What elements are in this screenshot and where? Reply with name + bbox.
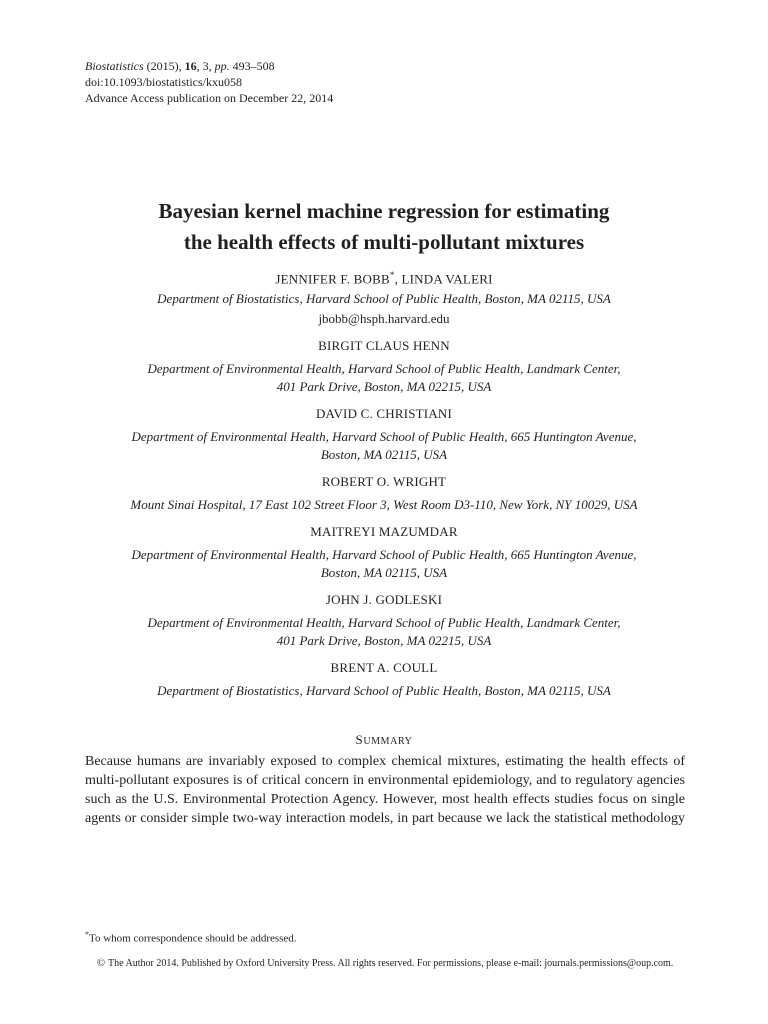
journal-header (85, 58, 333, 106)
affiliation-line: Department of Environmental Health, Harvard School of Public Health, 665 Huntington Avenue, (131, 429, 637, 444)
journal-issue: , 3, (196, 59, 212, 73)
paper-title (40, 196, 728, 258)
author-block (40, 267, 728, 328)
doi-line: doi:10.1093/biostatistics/kxu058 (85, 75, 243, 89)
author-name: JOHN J. GODLESKI (325, 592, 443, 607)
author-block (40, 523, 728, 582)
author-block (40, 405, 728, 464)
correspondence-footnote: *To whom correspondence should be addressed. (85, 930, 297, 945)
affiliation-line: Department of Environmental Health, Harvard School of Public Health, Landmark Center, (147, 615, 621, 630)
journal-year: (2015), (146, 59, 182, 73)
author-name: DAVID C. CHRISTIANI (315, 406, 453, 421)
summary-line: Because humans are invariably exposed to complex chemical mixtures, estimating the health effects of (85, 754, 685, 769)
author-block (40, 337, 728, 396)
author-name: ROBERT O. WRIGHT (321, 474, 447, 489)
copyright-icon: © (96, 957, 106, 969)
affiliation-line: 401 Park Drive, Boston, MA 02215, USA (276, 633, 492, 648)
author-affiliation (40, 290, 728, 308)
author-affiliation (40, 614, 728, 650)
author-name: BIRGIT CLAUS HENN (318, 338, 450, 353)
summary-heading-text (355, 732, 413, 747)
author-affiliation (40, 360, 728, 396)
access-line: Advance Access publication on December 22, 2014 (85, 91, 334, 105)
affiliation-line: Department of Environmental Health, Harvard School of Public Health, Landmark Center, (147, 361, 621, 376)
affiliation-line: Department of Environmental Health, Harvard School of Public Health, 665 Huntington Avenue, (131, 547, 637, 562)
author-affiliation (40, 546, 728, 582)
copyright-text: The Author 2014. Published by Oxford University Press. All rights reserved. For permissions, please e-mail: journals.permissions@oup.com. (108, 958, 674, 969)
summary-heading (0, 732, 768, 748)
title-line-2: the health effects of multi-pollutant mixtures (183, 230, 585, 254)
affiliation-line: 401 Park Drive, Boston, MA 02215, USA (276, 379, 492, 394)
correspondence-marker: * (389, 270, 395, 280)
summary-line: agents or consider simple two-way interaction models, in part because we lack the statistical methodology (85, 811, 685, 826)
affiliation-line: Department of Biostatistics, Harvard School of Public Health, Boston, MA 02115, USA (157, 683, 611, 698)
author-block (40, 591, 728, 650)
author-name: BRENT A. COULL (330, 660, 438, 675)
copyright-line (85, 957, 685, 969)
summary-line: multi-pollutant exposures is of critical concern in environmental epidemiology, and to regulatory agencies (85, 773, 685, 788)
citation-line (85, 58, 333, 74)
affiliation-line: Department of Biostatistics, Harvard School of Public Health, Boston, MA 02115, USA (157, 291, 611, 306)
journal-pages: 493–508 (232, 59, 275, 73)
affiliation-line: Boston, MA 02115, USA (320, 565, 448, 580)
author-affiliation (40, 496, 728, 514)
summary-heading-initial: S (355, 732, 364, 747)
summary-line: such as the U.S. Environmental Protection Agency. However, most health effects studies focus on single (85, 792, 685, 807)
affiliation-line: Mount Sinai Hospital, 17 East 102 Street Floor 3, West Room D3-110, New York, NY 10029, USA (130, 497, 638, 512)
author-name: JENNIFER F. BOBB*, LINDA VALERI (275, 270, 493, 287)
title-line-1: Bayesian kernel machine regression for estimating (158, 199, 610, 223)
author-email: jbobb@hsph.harvard.edu (318, 311, 450, 326)
affiliation-line: Boston, MA 02115, USA (320, 447, 448, 462)
summary-heading-rest: UMMARY (363, 736, 413, 747)
author-list (40, 267, 728, 709)
footnote-marker: * (85, 930, 89, 939)
journal-volume: 16 (184, 59, 197, 73)
journal-name: Biostatistics (85, 59, 144, 73)
author-affiliation (40, 682, 728, 700)
pages-label: pp. (214, 59, 230, 73)
author-affiliation (40, 428, 728, 464)
author-name: MAITREYI MAZUMDAR (310, 524, 458, 539)
summary-body (85, 752, 685, 828)
author-block (40, 659, 728, 700)
author-block (40, 473, 728, 514)
